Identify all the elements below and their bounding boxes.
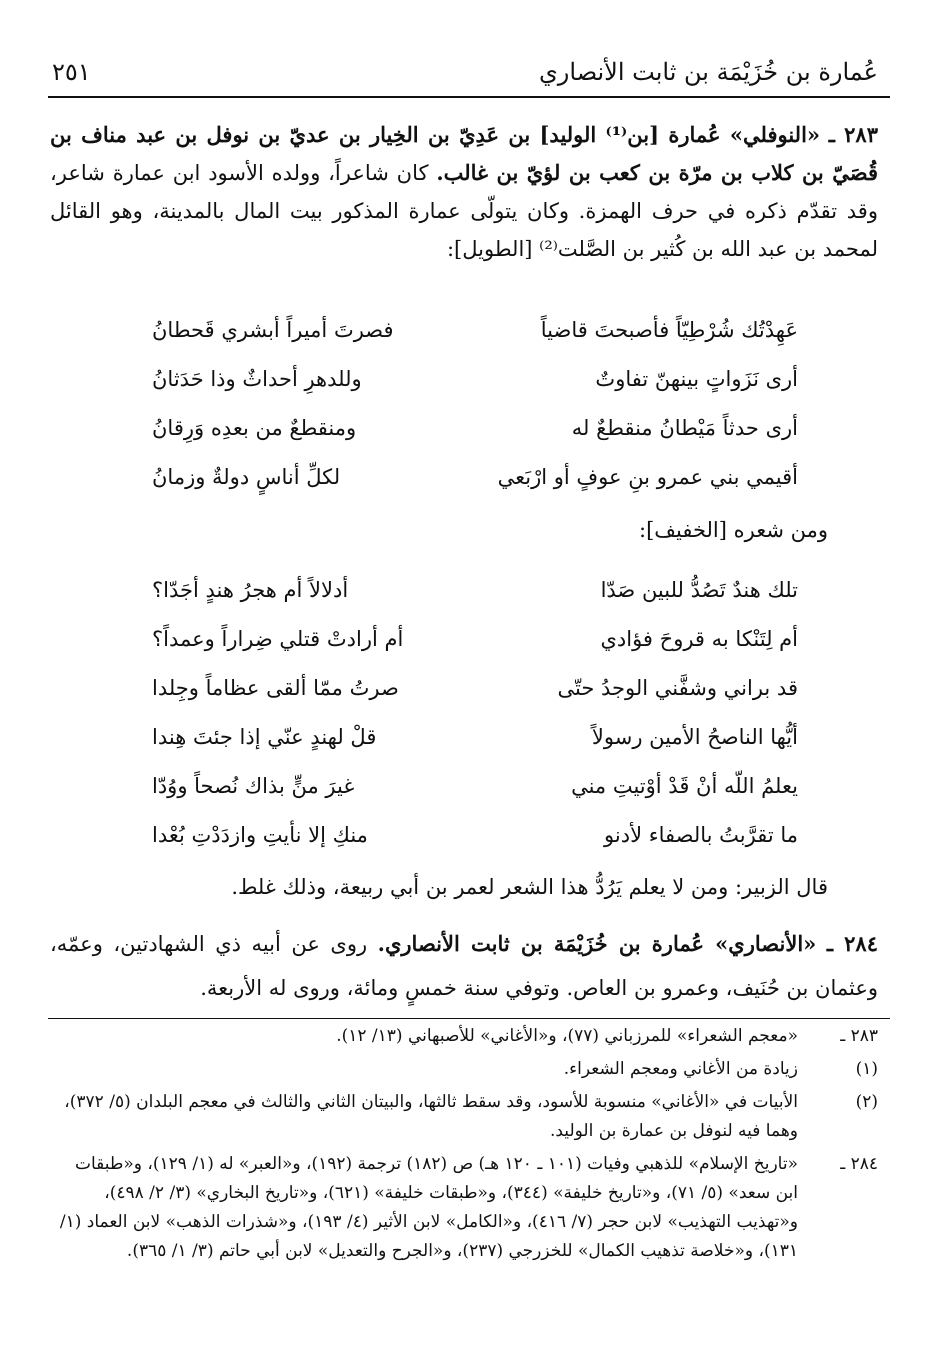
verse <box>140 676 798 725</box>
footnote-text: الأبيات في «الأغاني» منسوبة للأسود، وقد سقط ثالثها، والبيتان الثاني والثالث في معجم البلدان (٥/ ٣٧٢)، وهما فيه لنوفل بن عمارة بن الوليد. <box>64 1092 798 1141</box>
verse-first-hemistich: أقيمي بني عمرو بنِ عوفٍ أو ارْبَعي <box>497 465 798 489</box>
verse-second-hemistich: أدلالاً أم هجرُ هندٍ أجَدّا؟ <box>152 578 349 602</box>
footnote-mark: ٢٨٤ ـ <box>840 1154 878 1174</box>
running-title: عُمارة بن خُزَيْمَة بن ثابت الأنصاري <box>539 58 878 86</box>
verse-first-hemistich: أرى حدثاً مَيْطانُ منقطعٌ له <box>571 416 798 440</box>
entry-number: ٢٨٣ ـ <box>828 122 878 147</box>
verse-first-hemistich: يعلمُ اللّه أنْ قَدْ أوْتيتِ مني <box>571 774 798 798</box>
verse-first-hemistich: أيُّها الناصحُ الأمين رسولاً <box>591 725 798 749</box>
footnote <box>48 1088 878 1146</box>
verse <box>140 627 798 676</box>
footnote-text: زيادة من الأغاني ومعجم الشعراء. <box>563 1059 798 1079</box>
verse-first-hemistich: عَهِدْتُك شُرْطِيّاً فأصبحتَ قاضياً <box>540 318 798 342</box>
verse-second-hemistich: قلْ لهندٍ عنّي إذا جئتَ هِندا <box>152 725 377 749</box>
verse <box>140 823 798 872</box>
entry-text: روى عن أبيه ذي الشهادتين، وعمّه، وعثمان بن حُنَيف، وعمرو بن العاص. وتوفي سنة خمسٍ ومائة، وروى له الأربعة. <box>50 932 878 1000</box>
footnote <box>48 1150 878 1266</box>
footnote-mark: (٢) <box>855 1092 878 1112</box>
verse-second-hemistich: منكِ إلا نأيتِ وازدَدْتِ بُعْدا <box>152 823 368 847</box>
verse <box>140 416 798 465</box>
verse-first-hemistich: تلك هندٌ تَصُدُّ للبين صَدّا <box>600 578 798 602</box>
verse-second-hemistich: ومنقطعٌ من بعدِه وَرِقانُ <box>152 416 357 440</box>
poem-khafif <box>140 578 798 872</box>
poem-intro: ومن شعره [الخفيف]: <box>639 518 828 542</box>
entry-heading: «الأنصاري» عُمارة بن خُزَيْمَة بن ثابت الأنصاري. <box>377 931 817 956</box>
footnote-text: «معجم الشعراء» للمرزباني (٧٧)، و«الأغاني» للأصبهاني (١٣/ ١٢). <box>336 1026 798 1046</box>
page-header <box>48 56 890 98</box>
verse <box>140 774 798 823</box>
verse <box>140 367 798 416</box>
verse <box>140 318 798 367</box>
poem-tawil <box>140 318 798 514</box>
entry-284 <box>50 922 878 1010</box>
verse-second-hemistich: صرتُ ممّا ألقى عظاماً وجِلدا <box>152 676 399 700</box>
footnote-mark: ٢٨٣ ـ <box>840 1026 878 1046</box>
footnote-mark: (١) <box>855 1059 878 1079</box>
entry-number: ٢٨٤ ـ <box>826 931 878 956</box>
footnotes <box>48 1022 878 1270</box>
verse <box>140 465 798 514</box>
zubayr-note: قال الزبير: ومن لا يعلم يَرُدُّ هذا الشعر لعمر بن أبي ربيعة، وذلك غلط. <box>231 875 828 899</box>
verse-first-hemistich: أم لِتَنْكا به قروحَ فؤادي <box>600 627 798 651</box>
verse <box>140 578 798 627</box>
verse-first-hemistich: قد براني وشفَّني الوجدُ حتّى <box>557 676 798 700</box>
entry-heading: «النوفلي» عُمارة [بن⁽¹⁾ الوليد] بن عَدِيّ بن الخِيار بن عديّ بن نوفل بن عبد مناف بن قُصَيّ بن كلاب بن مرّة بن كعب بن لؤيّ بن غالب. <box>50 122 878 185</box>
footnote <box>48 1055 878 1084</box>
entry-text: كان شاعراً، وولده الأسود ابن عمارة شاعر، وقد تقدّم ذكره في حرف الهمزة. وكان يتولّى عمارة المذكور بيت المال بالمدينة، وهو القائل لمحمد بن عبد الله بن كُثير بن الصَّلت⁽²⁾ [الطويل]: <box>50 161 878 261</box>
verse-second-hemistich: غيرَ منٍّ بذاك نُصحاً ووُدّا <box>152 774 355 798</box>
footnote-divider <box>48 1018 890 1019</box>
footnote-text: «تاريخ الإسلام» للذهبي وفيات (١٠١ ـ ١٢٠ هـ) ص (١٨٢) ترجمة (١٩٢)، و«العبر» له (١/ ١٢٩)، و«طبقات ابن سعد» (٥/ ٧١)، و«تاريخ خليفة» (٣٤٤)، و«طبقات خليفة» (٦٢١)، و«تاريخ البخاري» (٣/ ٢/ ٤٩٨)، و«تهذيب التهذيب» لابن حجر (٧/ ٤١٦)، و«الكامل» لابن الأثير (٤/ ١٩٣)، و«شذرات الذهب» لابن العماد (١/ ١٣١)، و«خلاصة تذهيب الكمال» للخزرجي (٢٣٧)، و«الجرح والتعديل» لابن أبي حاتم (٣/ ١/ ٣٦٥). <box>59 1154 798 1261</box>
entry-283 <box>50 116 878 268</box>
verse-second-hemistich: لكلِّ أناسٍ دولةٌ وزمانُ <box>152 465 341 489</box>
verse <box>140 725 798 774</box>
footnote <box>48 1022 878 1051</box>
page-number: ٢٥١ <box>52 58 91 86</box>
verse-second-hemistich: فصرتَ أميراً أبشري قَحطانُ <box>152 318 394 342</box>
verse-first-hemistich: ما تقرَّبتُ بالصفاء لأدنو <box>604 823 798 847</box>
verse-second-hemistich: أم أرادتْ قتلي ضِراراً وعمداً؟ <box>152 627 404 651</box>
verse-second-hemistich: وللدهرِ أحداثٌ وذا حَدَثانُ <box>152 367 362 391</box>
verse-first-hemistich: أرى نَزَواتٍ بينهنّ تفاوتٌ <box>595 367 798 391</box>
